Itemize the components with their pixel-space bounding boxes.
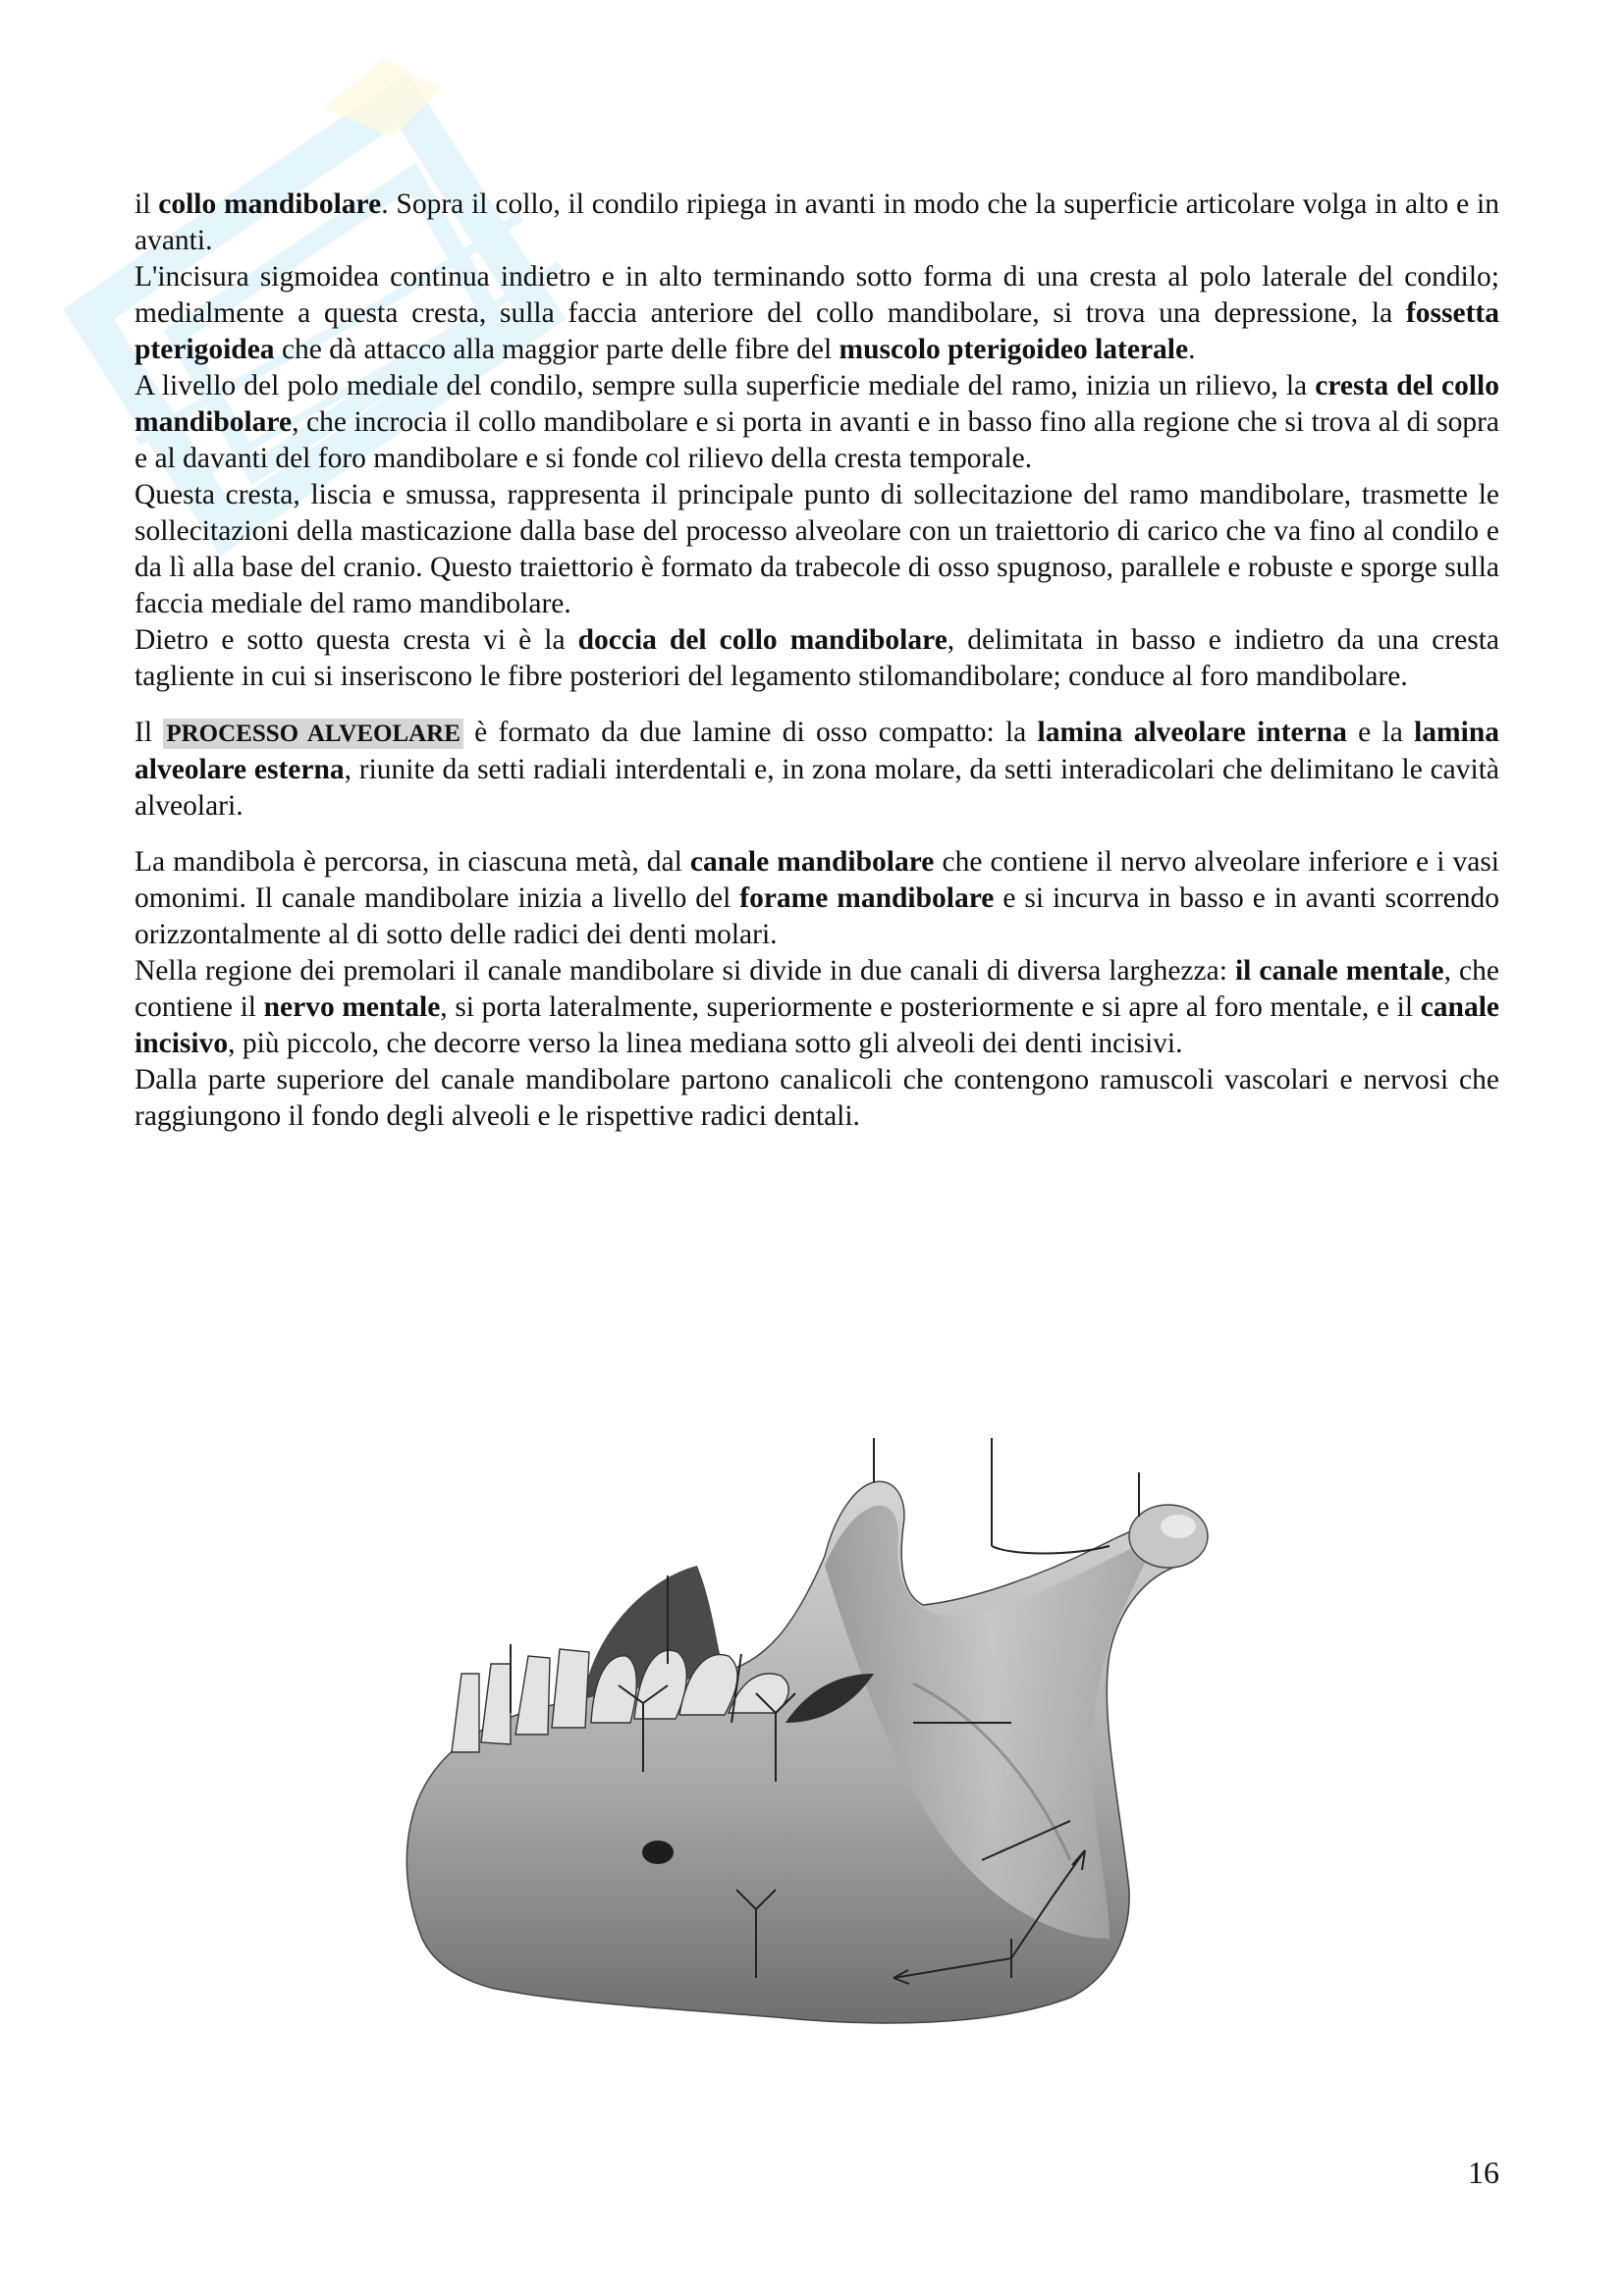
bold-term: il canale mentale	[1234, 955, 1444, 987]
bold-term: collo mandibolare	[158, 188, 382, 220]
text-run: Nella regione dei premolari il canale mandibolare si divide in due canali di diversa larghezza:	[135, 955, 1235, 987]
text-run: , riunite da setti radiali interdentali e, in zona molare, da setti interadicolari che delimitano le cavità alveolari.	[135, 754, 1499, 822]
paragraph	[135, 715, 1499, 825]
text-run: , che contiene il	[135, 955, 1499, 1023]
bold-term: lamina alveolare esterna	[135, 717, 1499, 785]
bold-term: lamina alveolare interna	[1037, 717, 1347, 748]
bold-term: fossetta pterigoidea	[135, 297, 1499, 365]
text-run: .	[1188, 334, 1196, 365]
text-run: il	[135, 188, 159, 220]
paragraph	[135, 1062, 1499, 1135]
text-run: che dà attacco alla maggior parte delle fibre del	[274, 334, 839, 365]
paragraph	[135, 368, 1499, 477]
bold-term: muscolo pterigoideo laterale	[839, 334, 1189, 365]
paragraph	[135, 622, 1499, 695]
bold-term: canale mandibolare	[689, 846, 935, 878]
page-body	[135, 187, 1499, 1135]
text-run: e la	[1346, 717, 1415, 748]
section-heading-highlight: PROCESSO ALVEOLARE	[163, 719, 463, 749]
mandible-illustration-icon	[363, 1428, 1286, 2047]
bold-term: doccia del collo mandibolare	[577, 624, 947, 656]
text-run: , delimitata in basso e indietro da una cresta tagliente in cui si inseriscono le fibre posteriori del legamento stilomandibolare; conduce al foro mandibolare.	[135, 624, 1499, 692]
paragraph	[135, 477, 1499, 622]
text-run: è formato da due lamine di osso compatto: la	[462, 717, 1038, 748]
text-run: La mandibola è percorsa, in ciascuna metà, dal	[135, 846, 690, 878]
text-run: A livello del polo mediale del condilo, sempre sulla superficie mediale del ramo, inizia un rilievo, la	[135, 370, 1316, 401]
paragraph	[135, 187, 1499, 259]
page-number: 16	[1468, 2155, 1499, 2190]
text-run: che contiene il nervo alveolare inferiore e i vasi omonimi. Il canale mandibolare inizia a livello del	[135, 846, 1499, 914]
text-run: Dalla parte superiore del canale mandibolare partono canalicoli che contengono ramuscoli vascolari e nervosi che raggiungono il fondo degli alveoli e le rispettive radici dentali.	[135, 1064, 1499, 1132]
paragraph	[135, 259, 1499, 368]
text-run: , più piccolo, che decorre verso la linea mediana sotto gli alveoli dei denti incisivi.	[228, 1028, 1183, 1059]
text-run: L'incisura sigmoidea continua indietro e in alto terminando sotto forma di una cresta al polo laterale del condilo; medialmente a questa cresta, sulla faccia anteriore del collo mandibolare, si trova una depressione, la	[135, 261, 1499, 329]
text-run: Dietro e sotto questa cresta vi è la	[135, 624, 578, 656]
paragraph	[135, 844, 1499, 953]
bold-term: nervo mentale	[263, 991, 441, 1023]
text-run: . Sopra il collo, il condilo ripiega in avanti in modo che la superficie articolare volga in alto e in avanti.	[135, 188, 1499, 256]
text-run: Il	[135, 717, 164, 748]
text-run: , si porta lateralmente, superiormente e posteriormente e si apre al foro mentale, e il	[440, 991, 1421, 1023]
bold-term: cresta del collo mandibolare	[135, 370, 1500, 438]
text-run: e si incurva in basso e in avanti scorrendo orizzontalmente al di sotto delle radici dei denti molari.	[135, 882, 1499, 950]
paragraph	[135, 953, 1499, 1062]
bold-term: forame mandibolare	[739, 882, 995, 914]
text-run: , che incrocia il collo mandibolare e si porta in avanti e in basso fino alla regione che si trova al di sopra e al davanti del foro mandibolare e si fonde col rilievo della cresta temporale.	[135, 406, 1499, 474]
bold-term: canale incisivo	[135, 991, 1500, 1059]
text-run: Questa cresta, liscia e smussa, rappresenta il principale punto di sollecitazione del ramo mandibolare, trasmette le sollecitazioni della masticazione dalla base del processo alveolare con un traiettorio di carico che va fino al condilo e da lì alla base del cranio. Questo traiettorio è formato da trabecole di osso spugnoso, parallele e robuste e sporge sulla faccia mediale del ramo mandibolare.	[135, 479, 1499, 619]
